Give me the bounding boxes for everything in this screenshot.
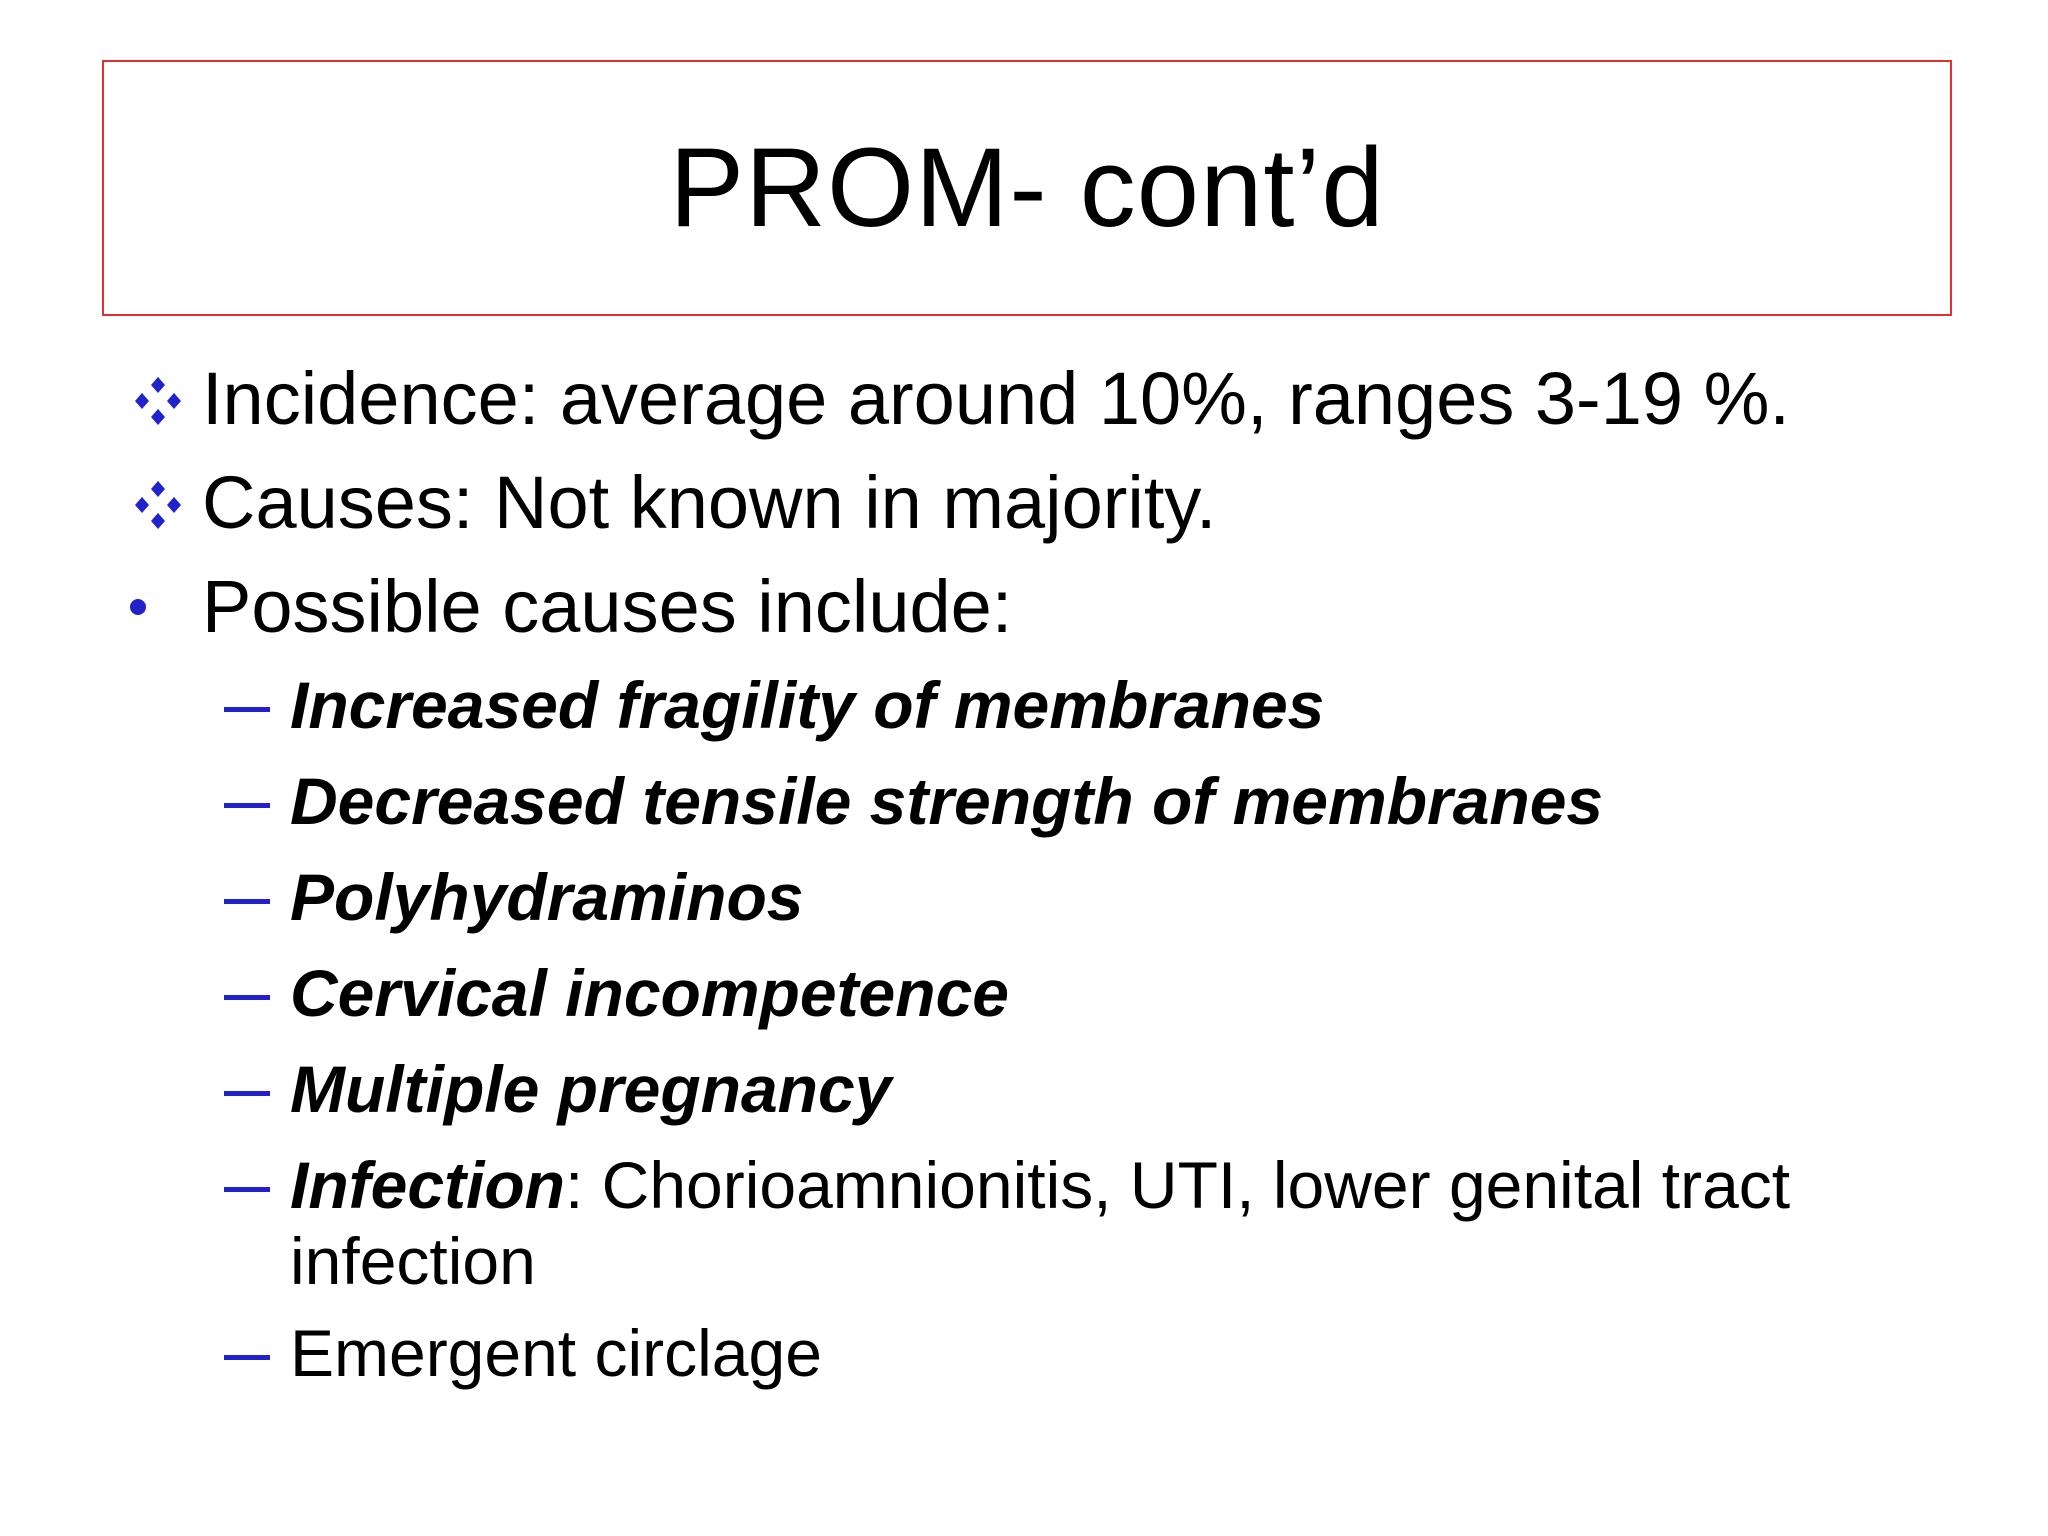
dash-bullet-icon xyxy=(224,1051,290,1127)
diamond-cluster-icon xyxy=(128,355,202,443)
cause-detail: Emergent circlage xyxy=(290,1316,822,1390)
cause-item xyxy=(128,763,2008,859)
cause-emphasis: Cervical incompetence xyxy=(290,956,1009,1030)
cause-item xyxy=(128,859,2008,955)
cause-emphasis: Infection xyxy=(290,1148,565,1222)
dash-bullet-icon xyxy=(224,667,290,743)
cause-emphasis: Multiple pregnancy xyxy=(290,1052,892,1126)
cause-item xyxy=(128,1051,2008,1147)
slide-title: PROM- cont’d xyxy=(669,125,1385,250)
cause-detail: : Chorioamnionitis, UTI, lower genital tract infection xyxy=(290,1148,1791,1298)
cause-item xyxy=(128,1147,2008,1315)
bullet-text: Incidence: average around 10%, ranges 3-19 %. xyxy=(202,357,1790,440)
dash-bullet-icon xyxy=(224,859,290,935)
dash-bullet-icon xyxy=(224,763,290,839)
cause-item xyxy=(128,955,2008,1051)
bullet-possible-causes xyxy=(128,563,2008,667)
diamond-cluster-icon xyxy=(128,459,202,547)
bullet-causes xyxy=(128,459,2008,563)
bullet-incidence xyxy=(128,355,2008,459)
cause-emphasis: Polyhydraminos xyxy=(290,860,804,934)
dash-bullet-icon xyxy=(224,955,290,1031)
dash-bullet-icon xyxy=(224,1147,290,1223)
slide-content xyxy=(128,355,2008,1411)
dash-bullet-icon xyxy=(224,1315,290,1391)
cause-emphasis: Decreased tensile strength of membranes xyxy=(290,764,1604,838)
cause-item xyxy=(128,667,2008,763)
bullet-text: Causes: Not known in majority. xyxy=(202,461,1217,544)
title-box xyxy=(102,60,1952,316)
dot-bullet-icon xyxy=(128,563,202,651)
bullet-text: Possible causes include: xyxy=(202,565,1013,648)
cause-emphasis: Increased fragility of membranes xyxy=(290,668,1325,742)
cause-item xyxy=(128,1315,2008,1411)
